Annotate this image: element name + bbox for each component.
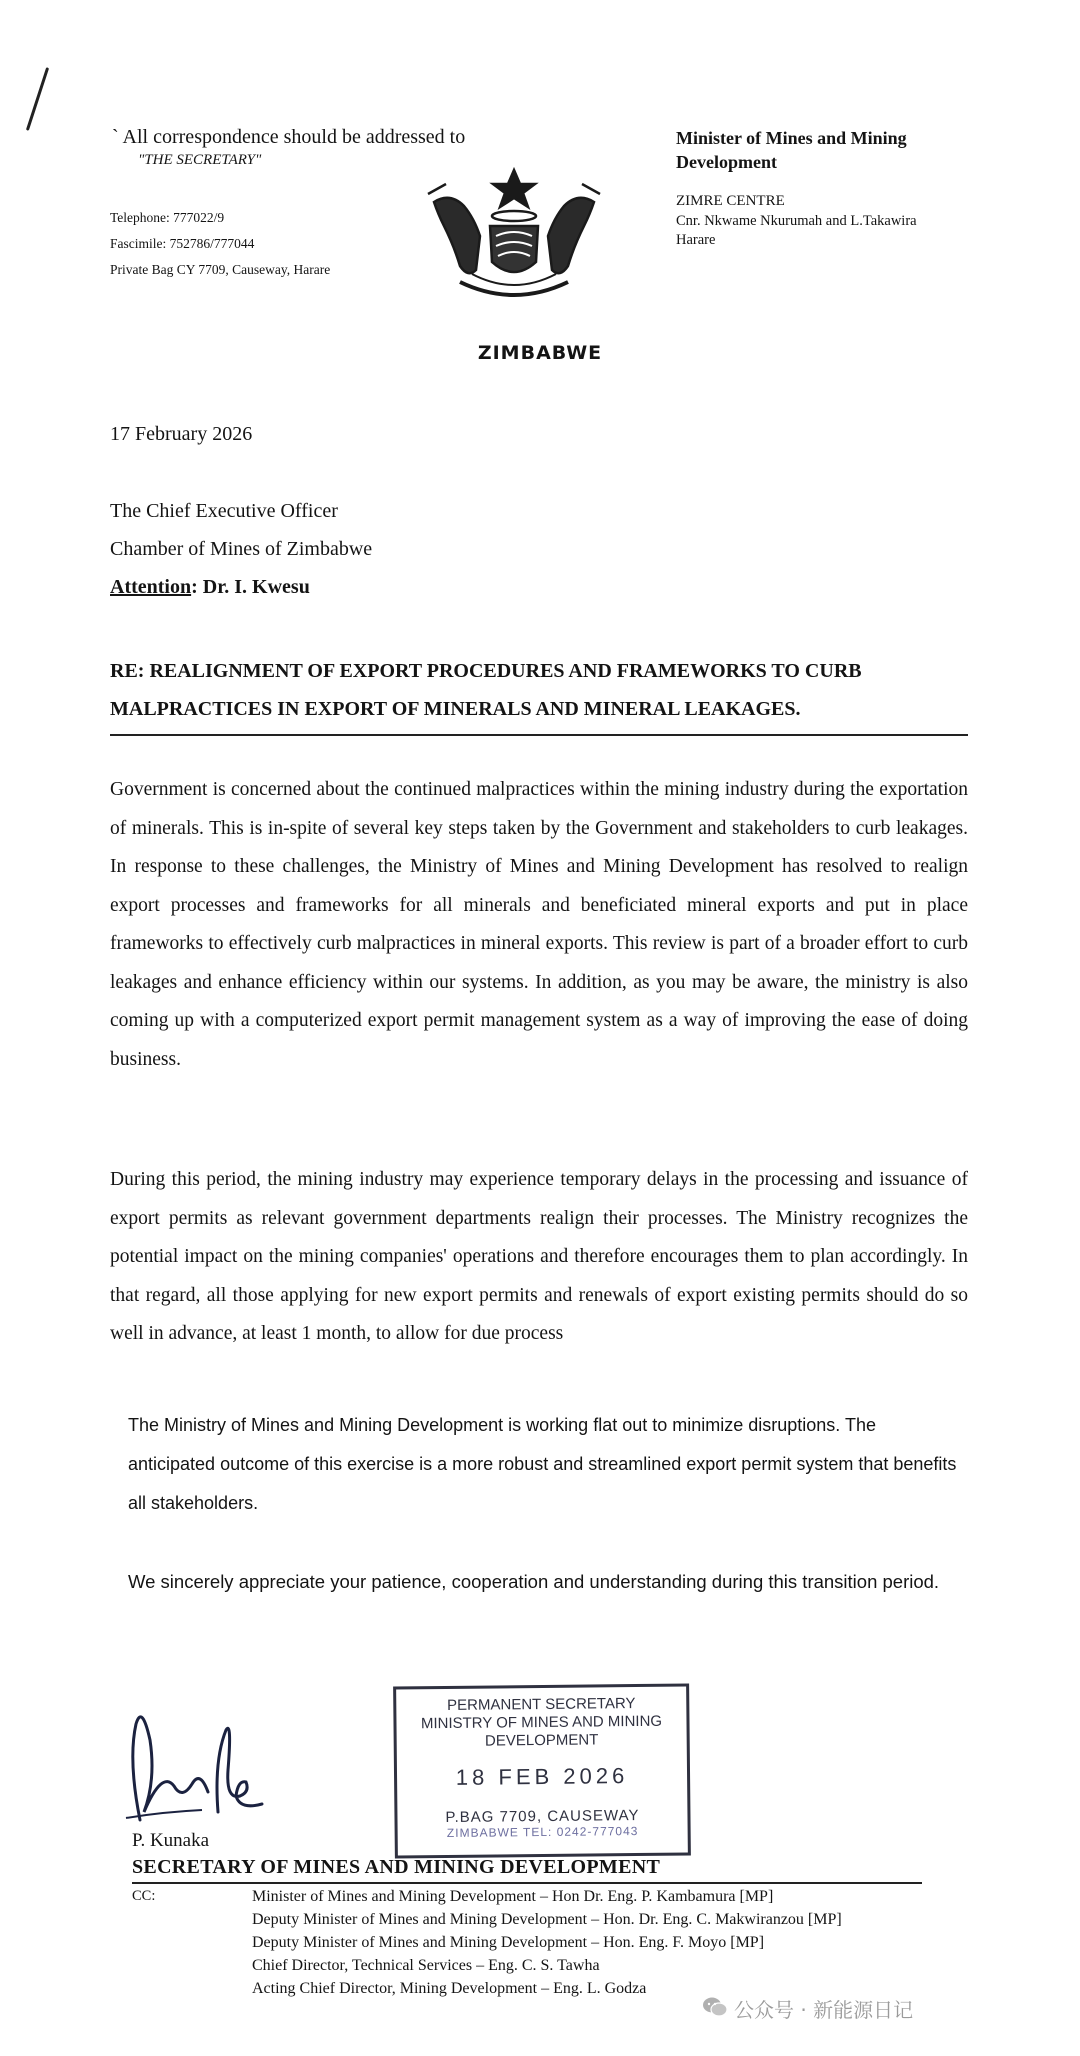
- stamp-date: 18 FEB 2026: [455, 1763, 629, 1790]
- building-name: ZIMRE CENTRE: [676, 193, 785, 209]
- letter-date: 17 February 2026: [110, 423, 253, 445]
- subject-heading: RE: REALIGNMENT OF EXPORT PROCEDURES AND FRAMEWORKS TO CURB MALPRACTICES IN EXPORT OF MINERALS AND MINERAL LEAKAGES.: [110, 660, 862, 720]
- signatory-title: SECRETARY OF MINES AND MINING DEVELOPMENT: [132, 1856, 661, 1878]
- telephone: Telephone: 777022/9: [110, 210, 225, 225]
- paragraph-4: We sincerely appreciate your patience, cooperation and understanding during this transition period.: [128, 1571, 940, 1592]
- paragraph-2: During this period, the mining industry may experience temporary delays in the processing and issuance of export permits as relevant government departments realign their processes. The Ministry recognizes the potential impact on the mining companies' operations and therefore encourages them to plan accordingly. In that regard, all those applying for new export permits and renewals of export existing permits should do so well in advance, at least 1 month, to allow for due process: [110, 1169, 968, 1344]
- stamp-line-4: P.BAG 7709, CAUSEWAY: [445, 1806, 640, 1827]
- cc-line: Deputy Minister of Mines and Mining Development – Hon. Dr. Eng. C. Makwiranzou [MP]: [252, 1911, 842, 1928]
- recipient-org: Chamber of Mines of Zimbabwe: [110, 538, 373, 560]
- street-address: Cnr. Nkwame Nkurumah and L.Takawira: [676, 213, 917, 229]
- subject-divider: [110, 734, 968, 736]
- stamp-line-3: DEVELOPMENT: [484, 1731, 599, 1750]
- attention-line: [110, 576, 310, 599]
- private-bag: Private Bag CY 7709, Causeway, Harare: [110, 262, 331, 277]
- attention-name: : Dr. I. Kwesu: [191, 576, 310, 598]
- cc-line: Chief Director, Technical Services – Eng. C. S. Tawha: [252, 1957, 600, 1974]
- cc-line: Acting Chief Director, Mining Development – Eng. L. Godza: [252, 1980, 647, 1997]
- cc-line: Deputy Minister of Mines and Mining Development – Hon. Eng. F. Moyo [MP]: [252, 1934, 765, 1951]
- cc-line: Minister of Mines and Mining Development – Hon Dr. Eng. P. Kambamura [MP]: [252, 1888, 774, 1905]
- recipient-title: The Chief Executive Officer: [110, 500, 338, 522]
- secretary-line: "THE SECRETARY": [138, 152, 262, 168]
- attention-label: Attention: [110, 576, 192, 598]
- paragraph-1: Government is concerned about the continued malpractices within the mining industry during the exportation of minerals. This is in-spite of several key steps taken by the Government and stakeholders to curb leakages. In response to these challenges, the Ministry of Mines and Mining Development has resolved to realign export processes and frameworks for all minerals and beneficiated mineral exports and put in place frameworks to effectively curb malpractices in mineral exports. This review is part of a broader effort to curb leakages and enhance efficiency within our systems. In addition, as you may be aware, the ministry is also coming up with a computerized export permit management system as a way of improving the ease of doing business.: [110, 779, 968, 1070]
- coat-of-arms-icon: [420, 166, 608, 306]
- stamp-line-5: ZIMBABWE TEL: 0242-777043: [446, 1823, 639, 1840]
- city: Harare: [676, 232, 716, 248]
- cc-label: CC:: [132, 1888, 156, 1904]
- minister-title: Minister of Mines and Mining Development: [676, 128, 907, 172]
- facsimile: Fascimile: 752786/777044: [110, 236, 255, 251]
- paragraph-3: The Ministry of Mines and Mining Development is working flat out to minimize disruptions. The anticipated outcome of this exercise is a more robust and streamlined export permit system that benefits all stakeholders.: [128, 1415, 957, 1513]
- pen-mark: [26, 67, 49, 131]
- official-stamp: [393, 1683, 691, 1858]
- watermark: 公众号 · 新能源日记: [734, 1998, 914, 2022]
- country-heading: ZIMBABWE: [477, 342, 603, 364]
- signatory-name: P. Kunaka: [132, 1830, 210, 1851]
- correspondence-note: ` All correspondence should be addressed to: [112, 126, 466, 148]
- stamp-line-1: PERMANENT SECRETARY: [447, 1695, 636, 1714]
- stamp-line-2: MINISTRY OF MINES AND MINING: [420, 1712, 663, 1733]
- signature-icon: [122, 1700, 272, 1830]
- cc-divider: [132, 1882, 922, 1884]
- wechat-icon: [702, 1996, 728, 2018]
